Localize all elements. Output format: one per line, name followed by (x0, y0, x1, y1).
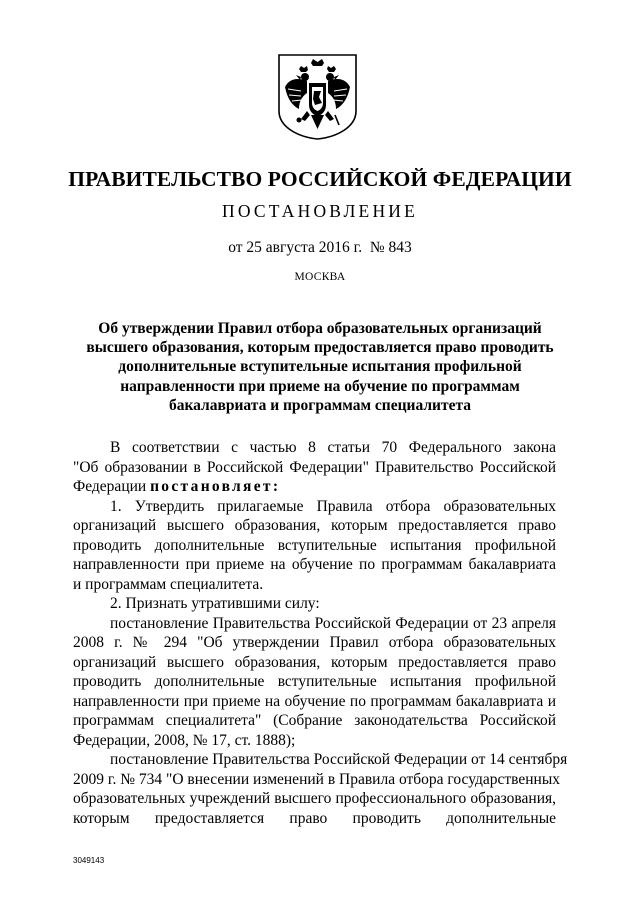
city: МОСКВА (294, 271, 346, 283)
number-sign: № (369, 239, 385, 256)
government-title: ПРАВИТЕЛЬСТВО РОССИЙСКОЙ ФЕДЕРАЦИИ (68, 167, 572, 191)
intro-prefix: Федерации (73, 478, 147, 495)
body-line: образовательных учреждений высшего профессионального образования, (73, 790, 556, 807)
decree-date-number (0, 239, 640, 257)
subject-line: направленности при приеме на обучение по программам (120, 377, 520, 395)
decree-number: 843 (388, 239, 412, 256)
body-line: 2008 г. № 294 "Об утверждении Правил отбора образовательных (73, 634, 556, 651)
body-line: направленности при приеме на обучение по программам бакалавриата (73, 556, 556, 573)
subject-line: дополнительные вступительные испытания профильной (118, 358, 522, 376)
body-line: Федерации, 2008, № 17, ст. 1888); (73, 731, 296, 749)
emblem (277, 53, 358, 141)
subject-line: Об утверждении Правил отбора образовательных организаций (98, 320, 542, 337)
body-line: "Об образовании в Российской Федерации" Правительство Российской (73, 458, 556, 476)
subject-line: высшего образования, которым предоставляется право проводить (86, 339, 554, 357)
decree-body (73, 438, 568, 828)
body-line: программам специалитета" (Собрание законодательства Российской (73, 712, 556, 729)
body-line: постановление Правительства Российской Федерации от 23 апреля (110, 614, 556, 632)
body-line: 2. Признать утратившими силу: (110, 595, 320, 612)
body-line (73, 477, 556, 497)
body-line: направленности при приеме на обучение по программам бакалавриата и (73, 692, 556, 710)
body-line: организаций высшего образования, которым предоставляется право (73, 517, 556, 534)
document-type: ПОСТАНОВЛЕНИЕ (221, 201, 419, 221)
body-line: проводить дополнительные вступительные испытания профильной (73, 536, 556, 554)
resolves-word: постановляет: (150, 478, 281, 495)
decree-date: от 25 августа 2016 г. (228, 239, 363, 256)
body-line: 1. Утвердить прилагаемые Правила отбора образовательных (110, 497, 556, 515)
russian-coat-of-arms-icon (277, 53, 358, 141)
body-line: постановление Правительства Российской Федерации от 14 сентября (110, 751, 568, 768)
document-code: 3049143 (73, 856, 105, 865)
body-line: которым предоставляется право проводить дополнительные (73, 809, 556, 827)
body-line: 2009 г. № 734 "О внесении изменений в Правила отбора государственных (73, 770, 560, 788)
body-line: В соответствии с частью 8 статьи 70 Федерального закона (110, 439, 556, 456)
body-line: проводить дополнительные вступительные испытания профильной (73, 673, 556, 690)
body-line: и программам специалитета. (73, 575, 264, 593)
decree-subject (80, 319, 560, 415)
subject-line: бакалавриата и программам специалитета (168, 396, 472, 414)
body-line: организаций высшего образования, которым предоставляется право (73, 653, 556, 671)
